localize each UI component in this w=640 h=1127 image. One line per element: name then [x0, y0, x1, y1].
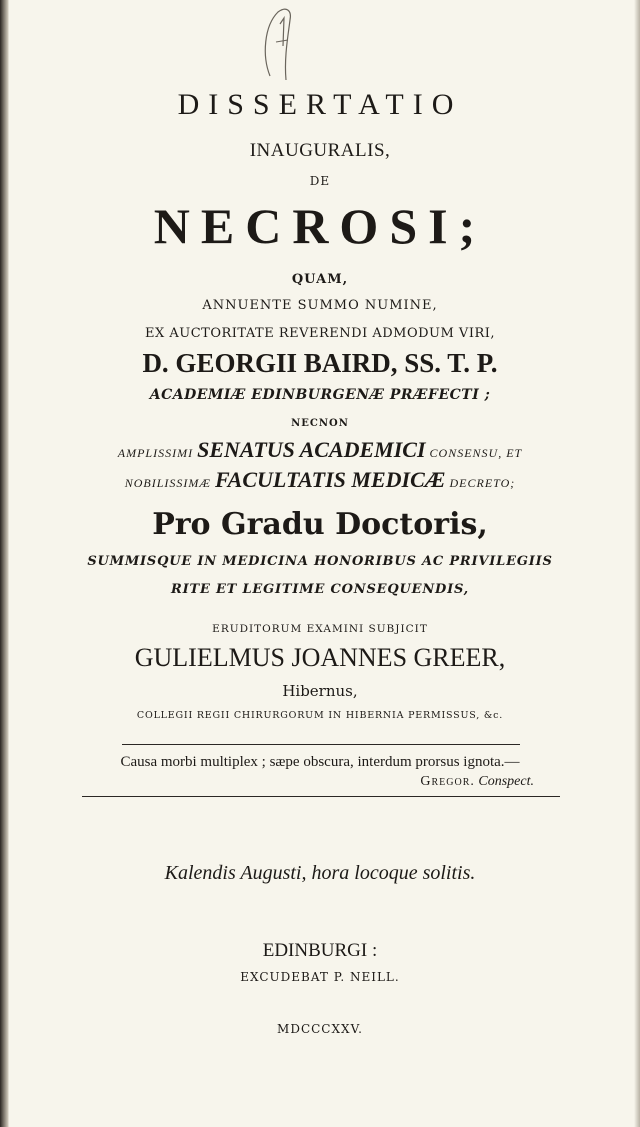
- senatus-prefix: AMPLISSIMI: [117, 446, 194, 460]
- epigraph-author: Gregor.: [420, 774, 475, 789]
- date-rest: hora locoque solitis.: [311, 862, 476, 884]
- line-date: [0, 862, 640, 885]
- imprint-year: MDCCCXXV.: [277, 1022, 363, 1036]
- rule-top: [122, 744, 520, 745]
- line-summisque: SUMMISQUE IN MEDICINA HONORIBUS AC PRIVILEGIIS: [87, 554, 553, 569]
- line-academiae: ACADEMIÆ EDINBURGENÆ PRÆFECTI ;: [149, 387, 491, 403]
- line-annuente: ANNUENTE SUMMO NUMINE,: [202, 298, 438, 313]
- imprint-printer: EXCUDEBAT P. NEILL.: [240, 970, 400, 984]
- line-author: GULIELMUS JOANNES GREER,: [134, 643, 506, 672]
- subject-necrosi: NECROSI;: [153, 198, 487, 254]
- line-facultatis: [0, 467, 640, 493]
- word-quam: QUAM,: [291, 272, 349, 287]
- date-month: Augusti,: [240, 862, 307, 884]
- line-pro-gradu-doctoris: Pro Gradu Doctoris,: [152, 507, 488, 542]
- line-georgii-baird: D. GEORGII BAIRD, SS. T. P.: [142, 348, 498, 378]
- line-rite: RITE ET LEGITIME CONSEQUENDIS,: [170, 582, 470, 597]
- facultatis-prefix: NOBILISSIMÆ: [124, 476, 212, 490]
- line-senatus: [0, 437, 640, 463]
- epigraph-attribution: [0, 774, 534, 790]
- facultatis-main: FACULTATIS MEDICÆ: [215, 467, 446, 492]
- senatus-suffix: CONSENSU, ET: [429, 446, 523, 460]
- line-ex-auctoritate: EX AUCTORITATE REVERENDI ADMODUM VIRI,: [144, 326, 496, 341]
- word-de: DE: [309, 174, 331, 188]
- senatus-main: SENATUS ACADEMICI: [197, 437, 426, 462]
- heading-dissertatio: DISSERTATIO: [177, 88, 463, 121]
- handwritten-pencil-mark: [240, 6, 320, 86]
- rule-bottom: [82, 796, 560, 797]
- imprint-city: EDINBURGI :: [262, 940, 378, 961]
- line-eruditorum: ERUDITORUM EXAMINI SUBJICIT: [212, 623, 428, 635]
- epigraph-quote: Causa morbi multiplex ; sæpe obscura, interdum prorsus ignota.—: [120, 754, 520, 770]
- subheading-inauguralis: INAUGURALIS,: [249, 140, 391, 161]
- date-prefix: Kalendis: [164, 862, 236, 884]
- line-hibernus: Hibernus,: [282, 682, 358, 700]
- word-necnon: NECNON: [291, 418, 349, 429]
- epigraph-work: Conspect.: [478, 774, 534, 789]
- line-collegii: COLLEGII REGII CHIRURGORUM IN HIBERNIA PERMISSUS, &c.: [136, 710, 504, 721]
- facultatis-suffix: DECRETO;: [449, 476, 516, 490]
